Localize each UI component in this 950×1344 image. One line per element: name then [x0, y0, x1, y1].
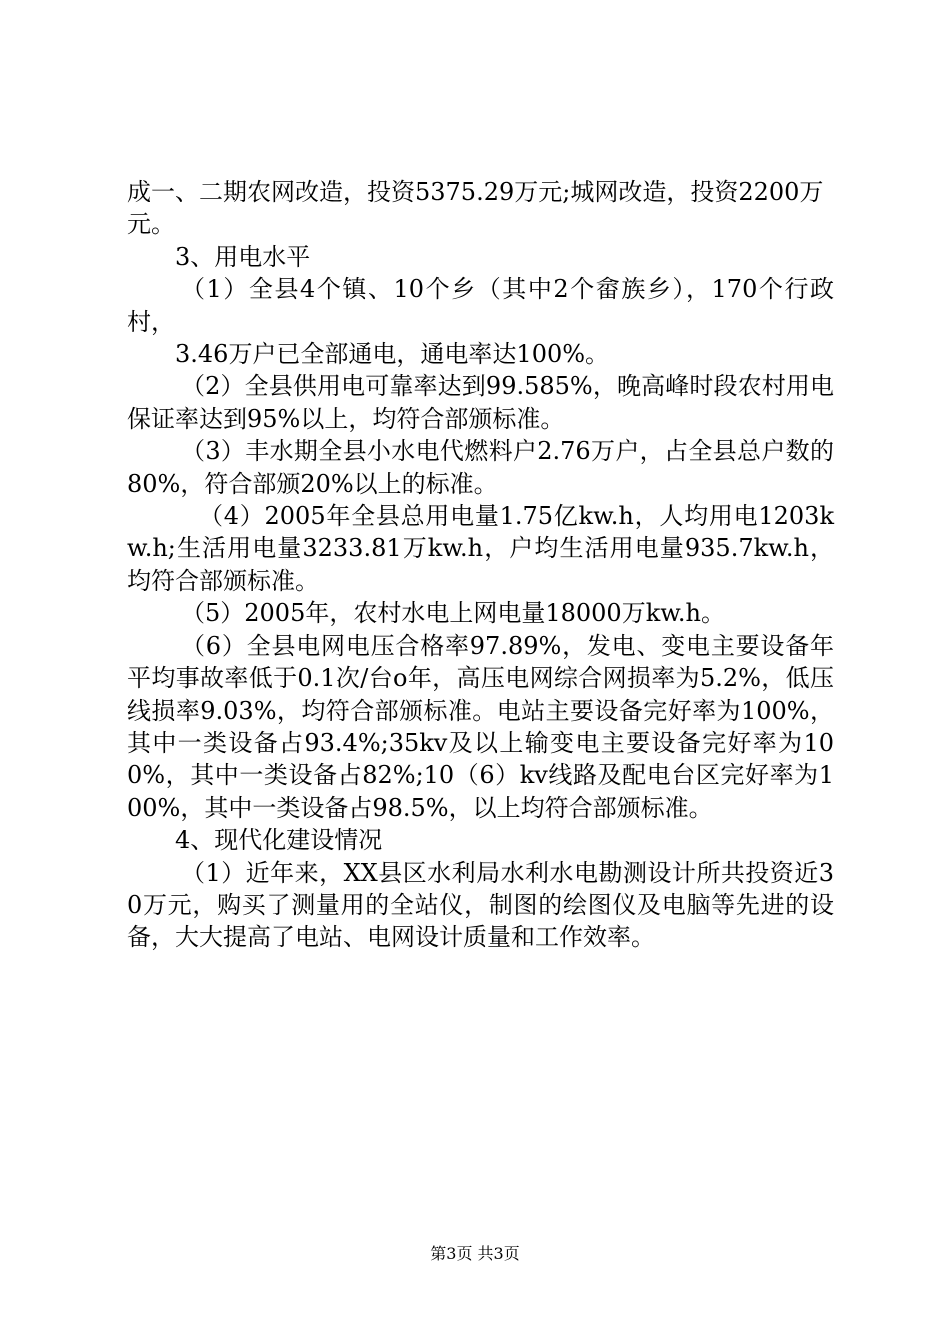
page-number-label: 第3页 共3页	[430, 1244, 520, 1263]
document-body	[127, 176, 834, 954]
heading-modernization: 4、现代化建设情况	[175, 826, 383, 855]
paragraph-item-5: （5）2005年，农村水电上网电量18000万kw.h。	[181, 599, 726, 628]
paragraph-item-4: （4）2005年全县总用电量1.75亿kw.h，人均用电1203kw.h;生活用电量3233.81万kw.h，户均生活用电量935.7kw.h，均符合部颁标准。	[127, 502, 834, 595]
paragraph-item-3: （3）丰水期全县小水电代燃料户2.76万户，占全县总户数的80%，符合部颁20%以上的标准。	[127, 437, 834, 498]
paragraph-modernization-item-1: （1）近年来，XX县区水利局水利水电勘测设计所共投资近30万元，购买了测量用的全站仪，制图的绘图仪及电脑等先进的设备，大大提高了电站、电网设计质量和工作效率。	[127, 858, 834, 952]
paragraph-continuation: 成一、二期农网改造，投资5375.29万元;城网改造，投资2200万元。	[127, 178, 824, 239]
paragraph-item-2: （2）全县供用电可靠率达到99.585%，晚高峰时段农村用电保证率达到95%以上，均符合部颁标准。	[127, 372, 834, 433]
paragraph-item-1: （1）全县4个镇、10个乡（其中2个畲族乡），170个行政村，	[127, 275, 834, 336]
page-footer	[0, 1244, 950, 1264]
paragraph-item-1-households: 3.46万户已全部通电，通电率达100%。	[175, 340, 610, 369]
heading-electricity-level: 3、用电水平	[175, 242, 311, 271]
paragraph-item-6: （6）全县电网电压合格率97.89%，发电、变电主要设备年平均事故率低于0.1次/台o年，高压电网综合网损率为5.2%，低压线损率9.03%，均符合部颁标准。电站主要设备完好率为100%，其中一类设备占93.4%;35kv及以上输变电主要设备完好率为100%，其中一类设备占82%;10（6）kv线路及配电台区完好率为100%，其中一类设备占98.5%，以上均符合部颁标准。	[127, 631, 834, 822]
